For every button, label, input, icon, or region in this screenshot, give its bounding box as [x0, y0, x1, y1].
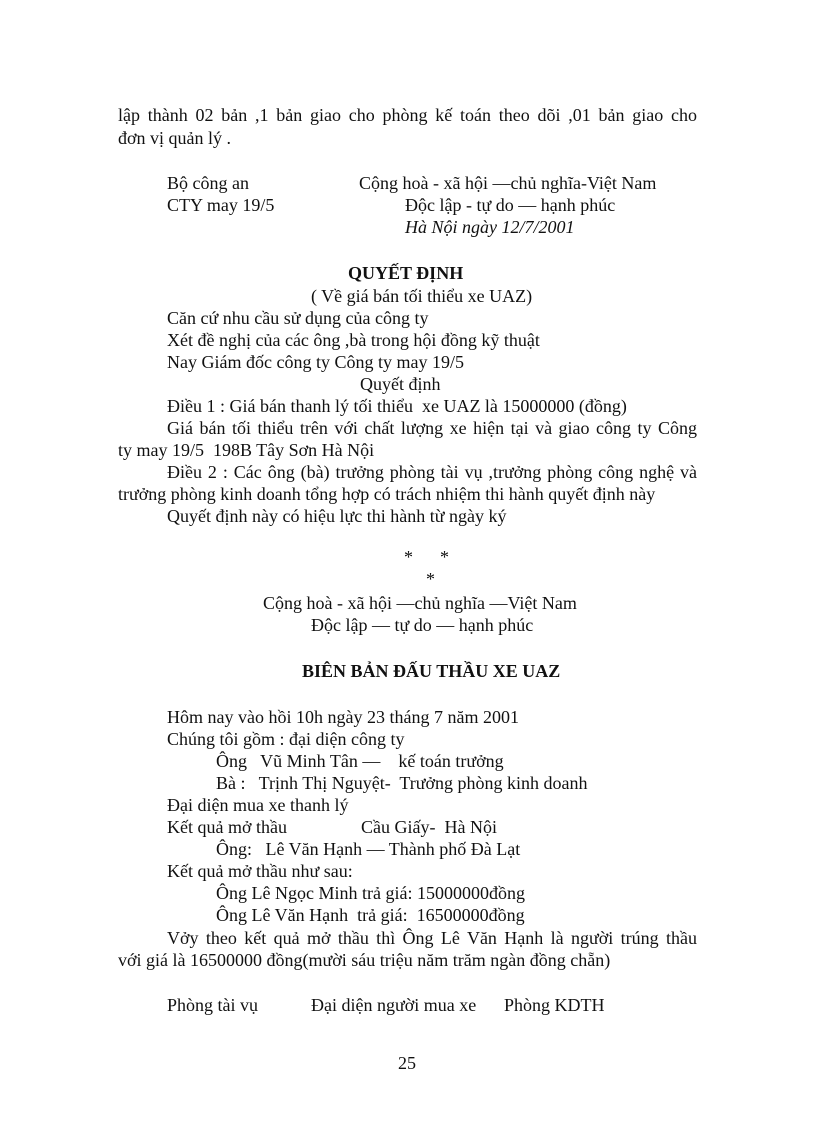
minutes-line-9: Ông Lê Ngọc Minh trả giá: 15000000đồng — [216, 883, 525, 903]
decision-basis-2: Xét đề nghị của các ông ,bà trong hội đồng kỹ thuật — [167, 330, 540, 350]
intro-line-1: lập thành 02 bản ,1 bản giao cho phòng kế toán theo dõi ,01 bản giao cho — [118, 105, 697, 125]
page-number: 25 — [398, 1053, 416, 1073]
signature-kdth: Phòng KDTH — [504, 995, 605, 1015]
minutes-line-1: Hôm nay vào hồi 10h ngày 23 tháng 7 năm 2001 — [167, 707, 519, 727]
separator-stars-top: * * — [404, 547, 449, 567]
minutes-line-11: Vởy theo kết quả mở thầu thì Ông Lê Văn Hạnh là người trúng thầu — [167, 928, 697, 948]
minutes-line-2: Chúng tôi gồm : đại diện công ty — [167, 729, 405, 749]
motto-line-1: Cộng hoà - xã hội —chủ nghĩa —Việt Nam — [263, 593, 577, 613]
minutes-line-6a: Kết quả mở thầu — [167, 817, 287, 837]
decision-para-1-line-2: ty may 19/5 198B Tây Sơn Hà Nội — [118, 440, 375, 460]
decision-decide: Quyết định — [360, 374, 441, 394]
header-ministry: Bộ công an — [167, 173, 249, 193]
decision-article-1: Điều 1 : Giá bán thanh lý tối thiểu xe UAZ là 15000000 (đồng) — [167, 396, 627, 416]
decision-para-1-line-1: Giá bán tối thiểu trên với chất lượng xe hiện tại và giao công ty Công — [167, 418, 697, 438]
minutes-line-6b: Cầu Giấy- Hà Nội — [361, 817, 497, 837]
separator-star-bottom: * — [426, 569, 435, 589]
header-republic: Cộng hoà - xã hội —chủ nghĩa-Việt Nam — [359, 173, 657, 193]
signature-buyer: Đại diện người mua xe — [311, 995, 477, 1015]
minutes-line-4: Bà : Trịnh Thị Nguyệt- Trưởng phòng kinh doanh — [216, 773, 588, 793]
minutes-line-12: với giá là 16500000 đồng(mười sáu triệu năm trăm ngàn đồng chẵn) — [118, 950, 611, 970]
minutes-title: BIÊN BẢN ĐẤU THẦU XE UAZ — [302, 661, 561, 681]
signature-finance: Phòng tài vụ — [167, 995, 259, 1015]
minutes-line-8: Kết quả mở thầu như sau: — [167, 861, 353, 881]
minutes-line-10: Ông Lê Văn Hạnh trả giá: 16500000đồng — [216, 905, 525, 925]
decision-basis-3: Nay Giám đốc công ty Công ty may 19/5 — [167, 352, 464, 372]
minutes-line-3: Ông Vũ Minh Tân — kế toán trưởng — [216, 751, 504, 771]
minutes-line-7: Ông: Lê Văn Hạnh — Thành phố Đà Lạt — [216, 839, 521, 859]
decision-effective: Quyết định này có hiệu lực thi hành từ ngày ký — [167, 506, 507, 526]
minutes-line-5: Đại diện mua xe thanh lý — [167, 795, 349, 815]
header-company: CTY may 19/5 — [167, 195, 275, 215]
header-motto: Độc lập - tự do — hạnh phúc — [405, 195, 616, 215]
decision-title: QUYẾT ĐỊNH — [348, 263, 464, 283]
decision-basis-1: Căn cứ nhu cầu sử dụng của công ty — [167, 308, 429, 328]
intro-line-2: đơn vị quản lý . — [118, 128, 232, 148]
decision-article-2-line-2: trưởng phòng kinh doanh tổng hợp có trách nhiệm thi hành quyết định này — [118, 484, 656, 504]
header-date: Hà Nội ngày 12/7/2001 — [405, 217, 575, 237]
decision-article-2-line-1: Điều 2 : Các ông (bà) trưởng phòng tài vụ ,trưởng phòng công nghệ và — [167, 462, 697, 482]
motto-line-2: Độc lập — tự do — hạnh phúc — [311, 615, 534, 635]
decision-subtitle: ( Về giá bán tối thiểu xe UAZ) — [311, 286, 533, 306]
